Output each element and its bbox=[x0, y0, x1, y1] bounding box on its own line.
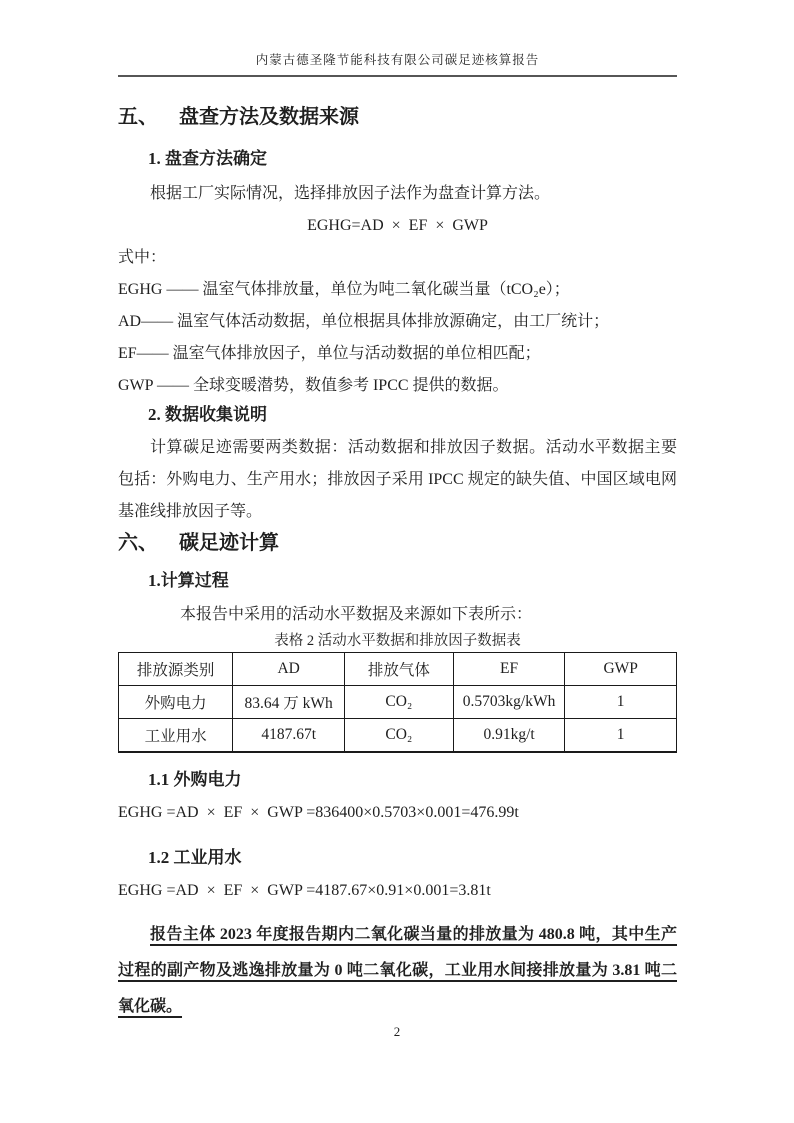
electricity-calculation: EGHG =AD × EF × GWP =836400×0.5703×0.001=476.99t bbox=[118, 804, 519, 821]
table-intro-paragraph: 本报告中采用的活动水平数据及来源如下表所示： bbox=[180, 606, 533, 623]
cell-gwp: 1 bbox=[565, 719, 677, 753]
subsection-calculation-heading: 1.计算过程 bbox=[148, 571, 229, 590]
document-body bbox=[118, 96, 677, 1025]
subsection-data-collection-heading: 2. 数据收集说明 bbox=[148, 405, 267, 424]
emissions-conclusion: 报告主体 2023 年度报告期内二氧化碳当量的排放量为 480.8 吨，其中生产过程的副产物及逃逸排放量为 0 吨二氧化碳，工业用水间接排放量为 3.81 吨二氧化碳。 bbox=[118, 926, 677, 1015]
cell-gas: CO₂ bbox=[344, 719, 453, 753]
formula-definitions bbox=[118, 274, 677, 402]
section-6-title: 碳足迹计算 bbox=[179, 532, 279, 554]
section-5-title: 盘查方法及数据来源 bbox=[179, 106, 359, 128]
header-gas: 排放气体 bbox=[344, 653, 453, 686]
header-ad: AD bbox=[233, 653, 345, 686]
cell-gas: CO₂ bbox=[344, 686, 453, 719]
section-6-number: 六、 bbox=[118, 532, 158, 554]
definition-gwp: GWP —— 全球变暖潜势，数值参考 IPCC 提供的数据。 bbox=[118, 377, 509, 394]
subsection-water-heading: 1.2 工业用水 bbox=[148, 848, 242, 867]
table-header-row bbox=[119, 653, 677, 686]
table-row bbox=[119, 686, 677, 719]
activity-data-table bbox=[118, 652, 677, 753]
page-number: 2 bbox=[393, 1024, 401, 1039]
water-calculation: EGHG =AD × EF × GWP =4187.67×0.91×0.001=3.81t bbox=[118, 882, 491, 899]
section-5-number: 五、 bbox=[118, 106, 158, 128]
subsection-electricity-heading: 1.1 外购电力 bbox=[148, 770, 242, 789]
table-row bbox=[119, 719, 677, 753]
definition-eghg: EGHG —— 温室气体排放量，单位为吨二氧化碳当量（tCO₂e）； bbox=[118, 281, 570, 298]
header-source-category: 排放源类别 bbox=[119, 653, 233, 686]
section-6-heading bbox=[118, 530, 677, 556]
header-title: 内蒙古德圣隆节能科技有限公司碳足迹核算报告 bbox=[255, 53, 540, 67]
data-collection-paragraph: 计算碳足迹需要两类数据：活动数据和排放因子数据。活动水平数据主要包括：外购电力、生产用水；排放因子采用 IPCC 规定的缺失值、中国区域电网基准线排放因子等。 bbox=[118, 439, 677, 520]
subsection-method-heading: 1. 盘查方法确定 bbox=[148, 149, 267, 168]
definition-ef: EF—— 温室气体排放因子，单位与活动数据的单位相匹配； bbox=[118, 345, 541, 362]
formula-lead: 式中： bbox=[118, 249, 167, 266]
table-caption: 表格 2 活动水平数据和排放因子数据表 bbox=[274, 633, 521, 649]
definition-ad: AD—— 温室气体活动数据，单位根据具体排放源确定，由工厂统计； bbox=[118, 313, 610, 330]
cell-gwp: 1 bbox=[565, 686, 677, 719]
page-header bbox=[118, 50, 677, 77]
cell-ad: 83.64 万 kWh bbox=[233, 686, 345, 719]
cell-source: 外购电力 bbox=[119, 686, 233, 719]
cell-source: 工业用水 bbox=[119, 719, 233, 753]
cell-ef: 0.5703kg/kWh bbox=[453, 686, 565, 719]
section-5-heading bbox=[118, 104, 677, 130]
method-paragraph: 根据工厂实际情况，选择排放因子法作为盘查计算方法。 bbox=[150, 185, 551, 202]
cell-ef: 0.91kg/t bbox=[453, 719, 565, 753]
header-gwp: GWP bbox=[565, 653, 677, 686]
header-ef: EF bbox=[453, 653, 565, 686]
ghg-formula: EGHG=AD × EF × GWP bbox=[307, 217, 488, 234]
cell-ad: 4187.67t bbox=[233, 719, 345, 753]
